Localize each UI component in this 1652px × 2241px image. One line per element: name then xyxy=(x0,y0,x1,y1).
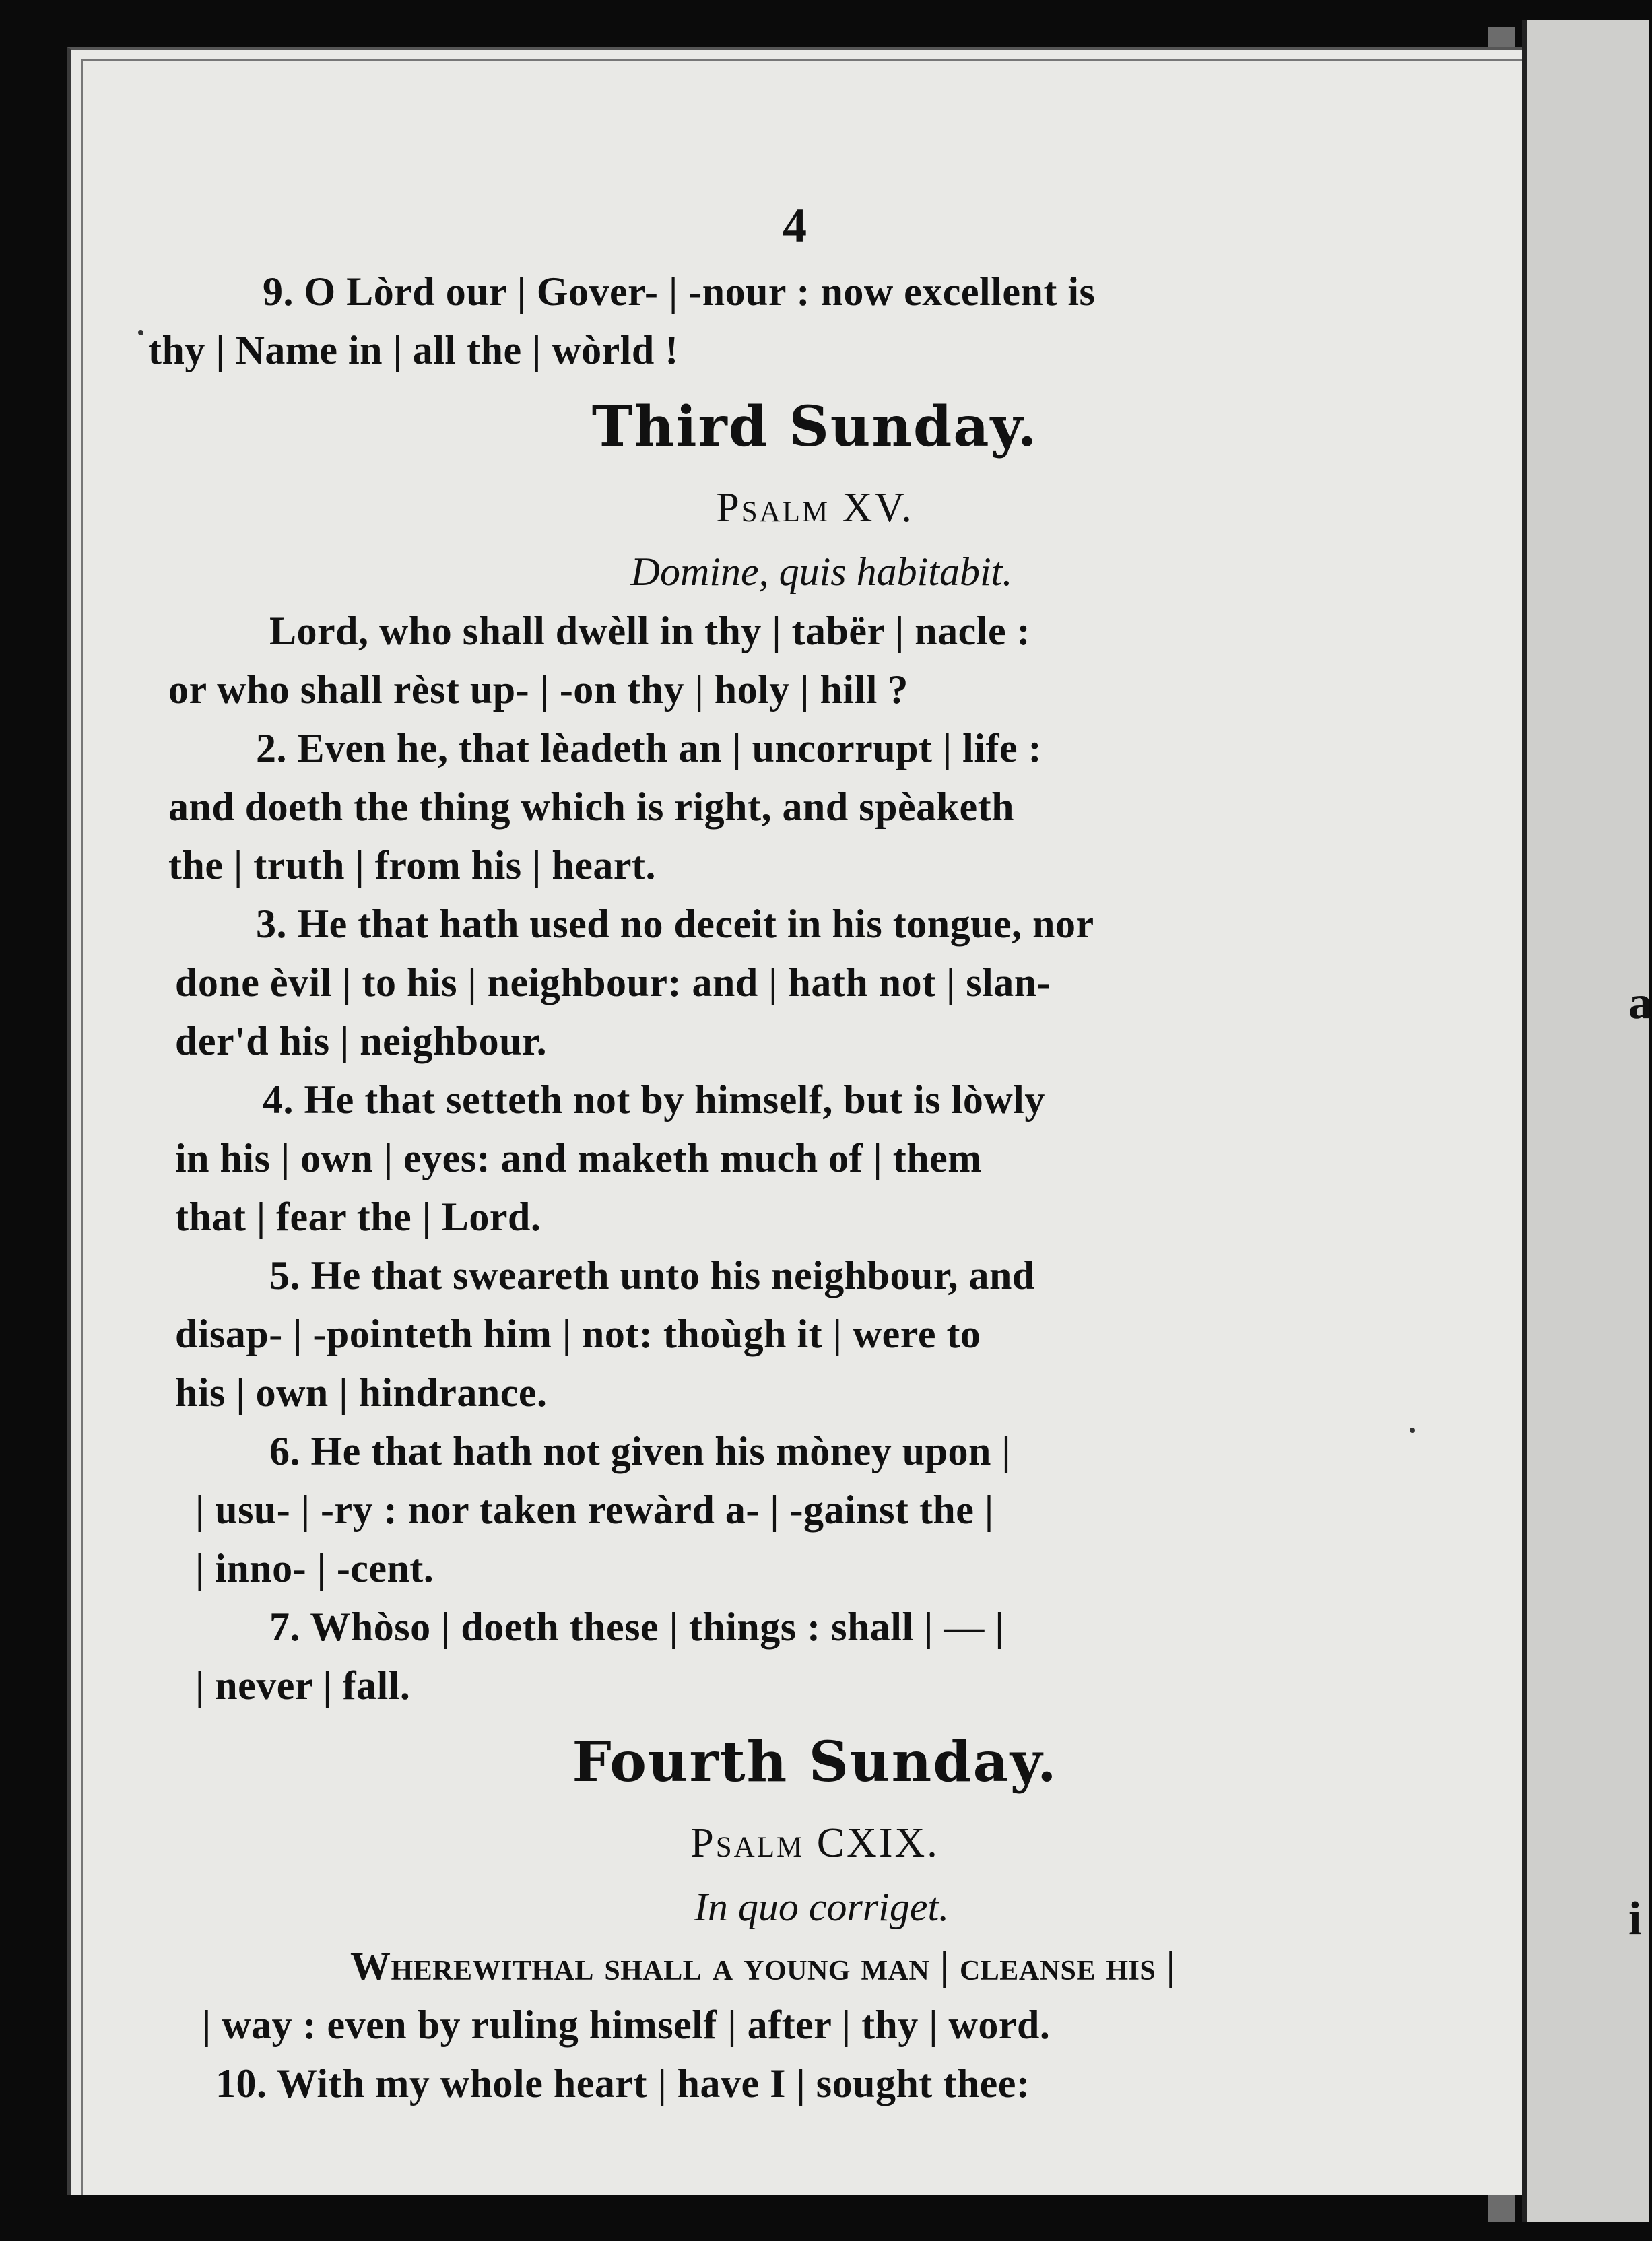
verse-line: and doeth the thing which is right, and spèaketh xyxy=(168,784,1014,829)
verse-line: the | truth | from his | heart. xyxy=(168,843,656,888)
adjacent-page-fragment: a xyxy=(1628,977,1652,1029)
section-heading-fourth-sunday: Fourth Sunday. xyxy=(572,1730,1058,1795)
verse-line: 2. Even he, that lèadeth an | uncorrupt | life : xyxy=(256,726,1043,770)
verse-line: 3. He that hath used no deceit in his tongue, nor xyxy=(256,902,1094,946)
verse-line: 5. He that sweareth unto his neighbour, and xyxy=(269,1253,1035,1298)
page-number: 4 xyxy=(783,199,807,253)
psalm-latin-title: Domine, quis habitabit. xyxy=(630,549,1013,594)
verse-line: disap- | -pointeth him | not: thoùgh it | were to xyxy=(175,1312,981,1356)
adjacent-page-fragment: i xyxy=(1628,1893,1642,1945)
verse-line: his | own | hindrance. xyxy=(175,1370,548,1415)
page-text xyxy=(148,189,1468,2113)
psalm-title: Psalm CXIX. xyxy=(690,1820,939,1866)
verse-line: in his | own | eyes: and maketh much of | them xyxy=(175,1136,982,1180)
adjacent-page-edge xyxy=(1522,20,1652,2222)
verse-line: 9. O Lòrd our | Gover- | -nour : now excellent is xyxy=(263,269,1096,314)
verse-line: | inno- | -cent. xyxy=(195,1546,434,1591)
ink-speck xyxy=(138,330,143,335)
verse-line: Lord, who shall dwèll in thy | tabër | nacle : xyxy=(269,609,1031,653)
verse-line: | way : even by ruling himself | after | thy | word. xyxy=(202,2003,1051,2047)
psalm-latin-title: In quo corriget. xyxy=(694,1885,950,1929)
verse-line: | never | fall. xyxy=(195,1663,411,1708)
section-heading-third-sunday: Third Sunday. xyxy=(591,395,1038,459)
verse-line: Wherewithal shall a young man | cleanse his | xyxy=(350,1944,1176,1988)
psalm-title: Psalm XV. xyxy=(716,485,914,531)
verse-line: der'd his | neighbour. xyxy=(175,1019,548,1063)
verse-line: thy | Name in | all the | wòrld ! xyxy=(148,328,679,372)
verse-line: 10. With my whole heart | have I | sought thee: xyxy=(216,2061,1030,2106)
verse-line: done èvil | to his | neighbour: and | hath not | slan- xyxy=(175,960,1051,1005)
verse-line: 7. Whòso | doeth these | things : shall | — | xyxy=(269,1605,1005,1649)
verse-line: 6. He that hath not given his mòney upon | xyxy=(269,1429,1012,1473)
verse-line: or who shall rèst up- | -on thy | holy | hill ? xyxy=(168,667,908,712)
verse-line: | usu- | -ry : nor taken rewàrd a- | -gainst the | xyxy=(195,1487,994,1532)
verse-line: that | fear the | Lord. xyxy=(175,1195,541,1239)
verse-line: 4. He that setteth not by himself, but is lòwly xyxy=(263,1077,1045,1122)
